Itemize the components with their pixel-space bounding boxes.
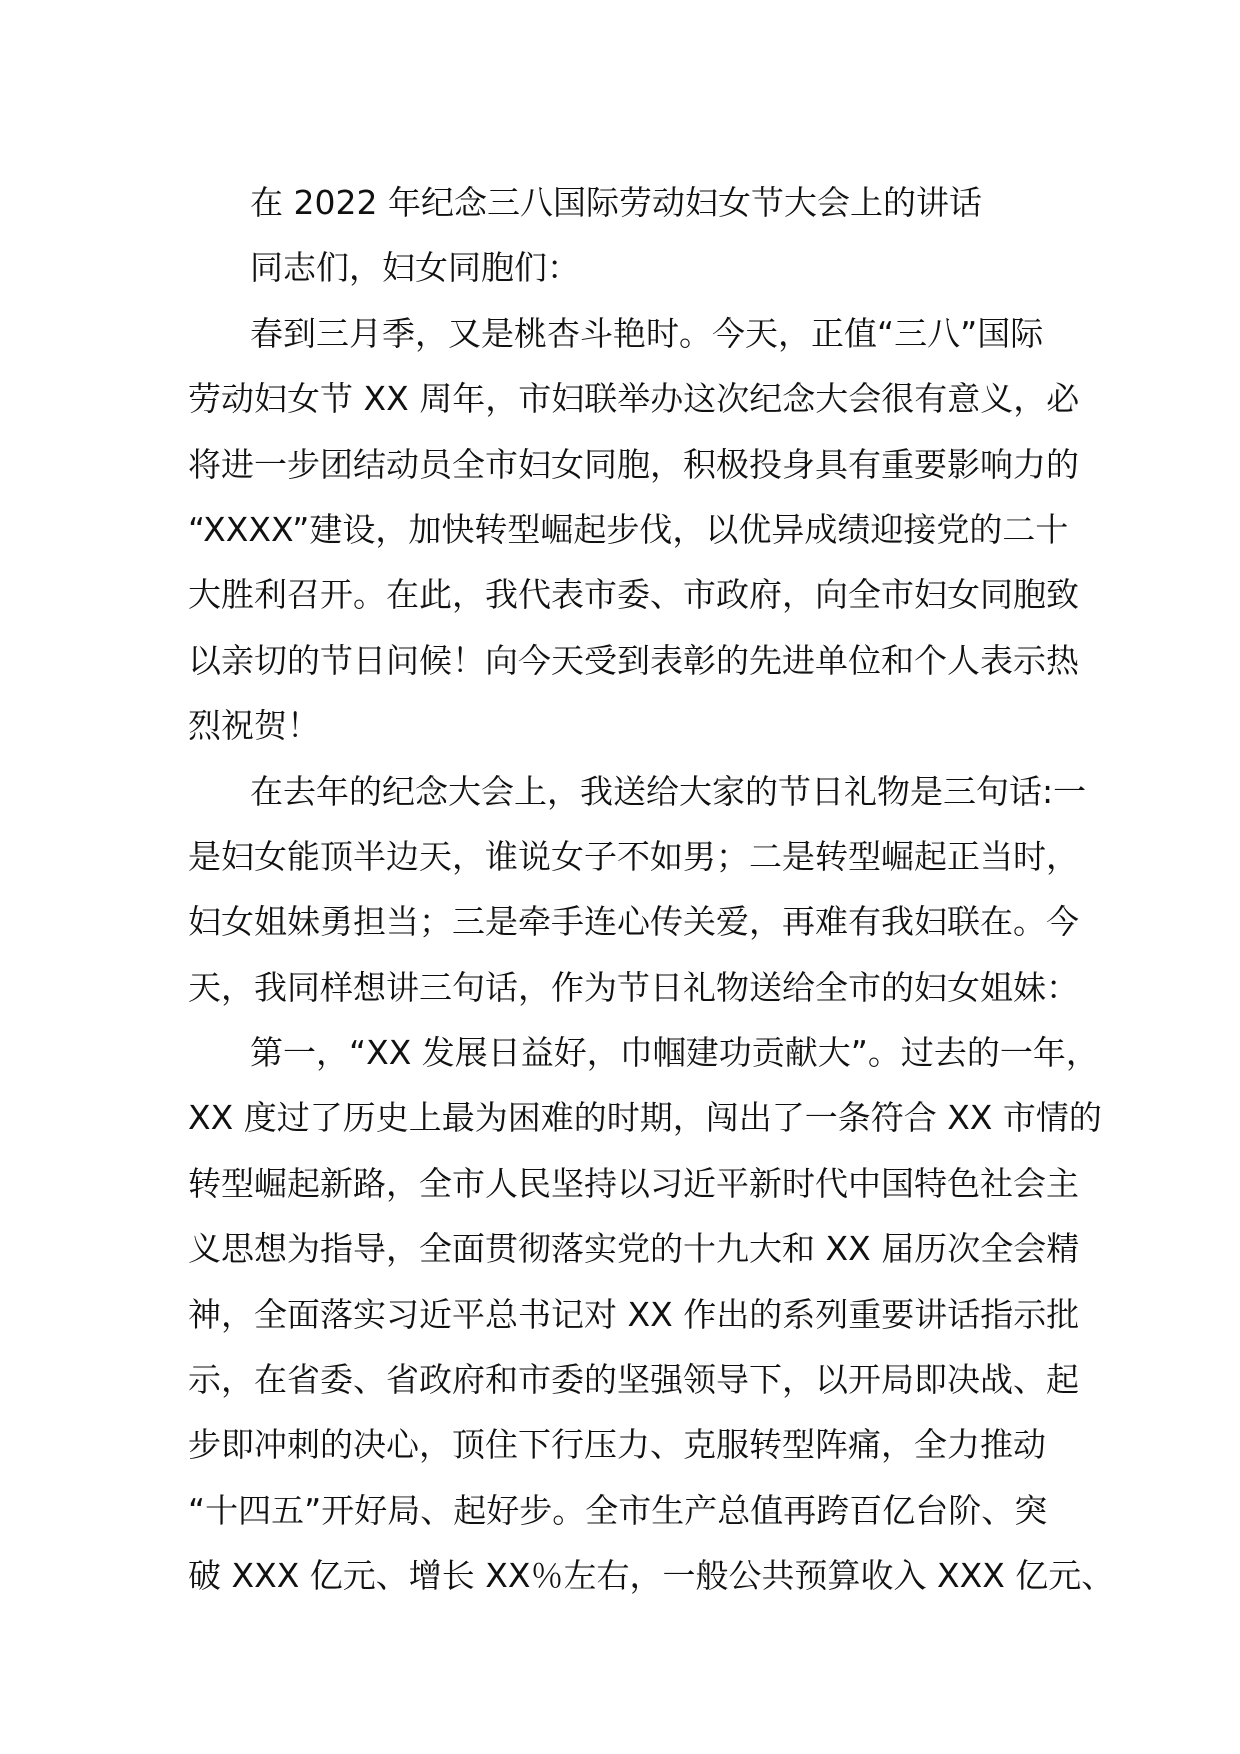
text-line: 破 XXX 亿元、增长 XX％左右，一般公共预算收入 XXX 亿元、: [188, 1556, 1115, 1596]
text-line: 义思想为指导，全面贯彻落实党的十九大和 XX 届历次全会精: [188, 1229, 1080, 1269]
text-line: 在去年的纪念大会上，我送给大家的节日礼物是三句话:一: [250, 771, 1087, 811]
text-line: XX 度过了历史上最为困难的时期，闯出了一条符合 XX 市情的: [188, 1098, 1102, 1138]
text-line: 步即冲刺的决心，顶住下行压力、克服转型阵痛，全力推动: [188, 1425, 1046, 1465]
document-body: [188, 170, 1115, 1609]
text-line: 春到三月季，又是桃杏斗艳时。今天，正值“三八”国际: [250, 313, 1044, 353]
text-line: “十四五”开好局、起好步。全市生产总值再跨百亿台阶、突: [188, 1490, 1048, 1530]
text-line: 是妇女能顶半边天，谁说女子不如男；二是转型崛起正当时，: [188, 836, 1079, 876]
text-line: 妇女姐妹勇担当；三是牵手连心传关爱，再难有我妇联在。今: [188, 902, 1079, 942]
text-line: “XXXX”建设，加快转型崛起步伐，以优异成绩迎接党的二十: [188, 509, 1069, 549]
text-line: 将进一步团结动员全市妇女同胞，积极投身具有重要影响力的: [188, 444, 1079, 484]
text-line: 劳动妇女节 XX 周年，市妇联举办这次纪念大会很有意义，必: [188, 379, 1080, 419]
salutation: 同志们，妇女同胞们：: [250, 248, 580, 288]
text-line: 第一，“XX 发展日益好，巾帼建功贡献大”。过去的一年，: [250, 1033, 1099, 1073]
text-line: 转型崛起新路，全市人民坚持以习近平新时代中国特色社会主: [188, 1163, 1079, 1203]
text-line: 神，全面落实习近平总书记对 XX 作出的系列重要讲话指示批: [188, 1294, 1080, 1334]
text-line: 大胜利召开。在此，我代表市委、市政府，向全市妇女同胞致: [188, 575, 1079, 615]
text-line: 天，我同样想讲三句话，作为节日礼物送给全市的妇女姐妹：: [188, 967, 1079, 1007]
text-line: 以亲切的节日问候！向今天受到表彰的先进单位和个人表示热: [188, 640, 1079, 680]
text-line: 示，在省委、省政府和市委的坚强领导下，以开局即决战、起: [188, 1360, 1079, 1400]
speech-title: 在 2022 年纪念三八国际劳动妇女节大会上的讲话: [250, 183, 982, 222]
text-line: 烈祝贺！: [188, 706, 320, 746]
